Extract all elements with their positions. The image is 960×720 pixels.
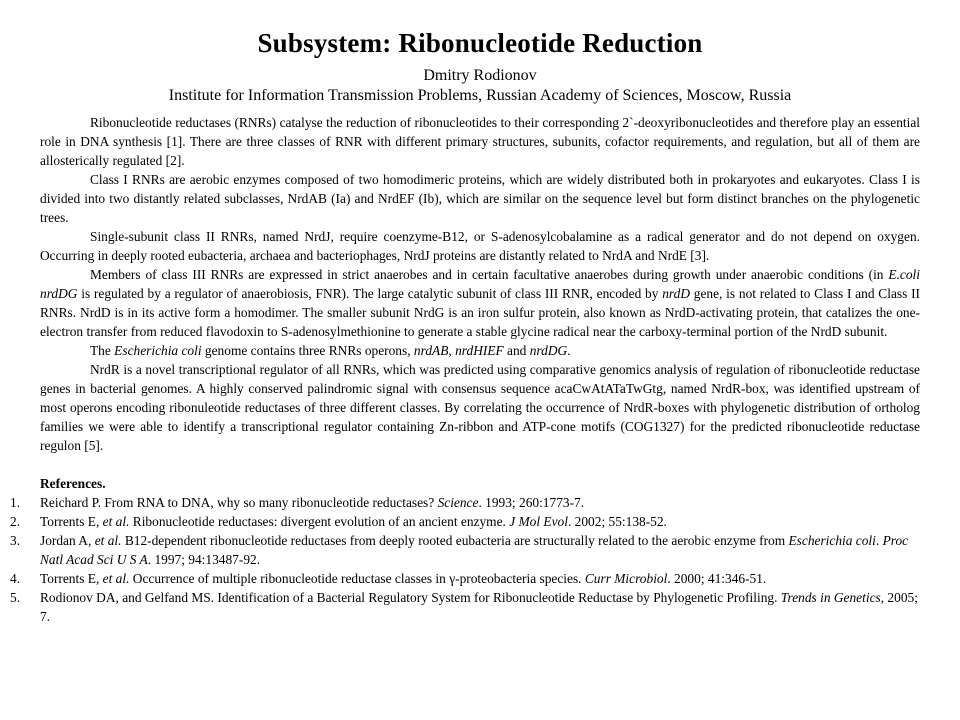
text-run: Ribonucleotide reductases: divergent evolution of an ancient enzyme. (129, 514, 510, 529)
italic-term: nrdAB (413, 343, 449, 358)
paragraph-nrdr: NrdR is a novel transcriptional regulator of all RNRs, which was predicted using comparative genomics analysis of regulation of ribonucleotide reductase genes in bacterial genomes. A highly conserved palindromic signal with consensus sequence acaCwAtATaTwGtg, named NrdR-box, was identified upstream of most operons encoding ribonuleotide reductases of three different classes. By correlating the occurrence of NrdR-boxes with phylogenetic distribution of ortholog families we were able to identify a transcriptional regulator containing Zn-ribbon and ATP-cone motifs (COG1327) for the predicted ribonucleotide reductase regulon [5]. (40, 362, 920, 453)
reference-number: 5. (10, 590, 21, 605)
reference-number: 4. (10, 571, 21, 586)
text-run: Reichard P. From RNA to DNA, why so many ribonucleotide reductases? (40, 495, 438, 510)
italic-term: et al. (94, 533, 122, 548)
reference-item (10, 531, 920, 569)
reference-number: 1. (10, 495, 21, 510)
reference-text (40, 588, 920, 626)
text-run: is regulated by a regulator of anaerobiosis, FNR). The large catalytic subunit of class III RNR, encoded by (77, 286, 663, 301)
text-run: . 2002; 55:138-52. (567, 514, 667, 529)
paragraph-intro: Ribonucleotide reductases (RNRs) catalyse the reduction of ribonucleotides to their corresponding 2`-deoxyribonucleotides and therefore play an essential role in DNA synthesis [1]. There are three classes of RNR with different primary structures, subunits, cofactor requirements, and regulation, but all of them are allosterically regulated [2]. (40, 115, 920, 168)
text-run: . 1993; 260:1773-7. (478, 495, 585, 510)
text-run: Members of class III RNRs are expressed in strict anaerobes and in certain facultative anaerobes during growth under anaerobic conditions (in (90, 267, 889, 282)
text-run: The (90, 343, 115, 358)
journal-name: Curr Microbiol (584, 571, 668, 586)
reference-item (10, 588, 920, 626)
text-run: Torrents E, (40, 514, 103, 529)
reference-text (40, 531, 920, 569)
text-run: gene, is not related to Class I and Class II RNRs. NrdD is in its active form a homodimer. The smaller subunit NrdG is an iron sulfur protein, also known as NrdD-activating protein, that catalizes the one-electron transfer from reduced flavodoxin to S-adenosylmethionine to generate a stable glycine radical near the carboxy-terminal portion of the NrdD subunit. (40, 286, 921, 339)
references-heading: References. (40, 476, 106, 491)
references-list (10, 493, 920, 626)
reference-item (10, 493, 920, 512)
reference-text (40, 512, 920, 531)
text-run: Rodionov DA, and Gelfand MS. Identification of a Bacterial Regulatory System for Ribonucleotide Reductase by Phylogenetic Profiling. (40, 590, 781, 605)
text-run: Jordan A, (40, 533, 95, 548)
text-run: Torrents E, (40, 571, 103, 586)
text-run: . 2000; 41:346-51. (667, 571, 767, 586)
paragraph-class-ii: Single-subunit class II RNRs, named NrdJ, require coenzyme-B12, or S-adenosylcobalamine as a radical generator and do not depend on oxygen. Occurring in deeply rooted eubacteria, archaea and bacteriophages, NrdJ proteins are distantly related to NrdA and NrdE [3]. (40, 229, 920, 263)
text-run: , 2005; 7. (40, 590, 918, 624)
text-run: . (875, 533, 883, 548)
reference-item (10, 569, 920, 588)
journal-name: Proc Natl Acad Sci U S A (40, 533, 909, 567)
author-name: Dmitry Rodionov (423, 67, 537, 84)
paragraph-class-iii (40, 265, 920, 341)
reference-number: 3. (10, 533, 21, 548)
text-run: genome contains three RNRs operons, (201, 343, 414, 358)
italic-term: et al. (102, 514, 130, 529)
author-affiliation: Institute for Information Transmission Problems, Russian Academy of Sciences, Moscow, Russia (168, 87, 792, 104)
reference-text (40, 569, 920, 588)
italic-term: E.coli nrdDG (40, 267, 920, 301)
page-title: Subsystem: Ribonucleotide Reduction (257, 28, 703, 58)
text-run: and (503, 343, 530, 358)
reference-number: 2. (10, 514, 21, 529)
reference-item (10, 512, 920, 531)
text-run: , (448, 343, 456, 358)
reference-text (40, 493, 920, 512)
text-run: B12-dependent ribonucleotide reductases from deeply rooted eubacteria are structurally related to the aerobic enzyme from (121, 533, 789, 548)
text-run: . (567, 343, 571, 358)
italic-term: nrdDG (529, 343, 568, 358)
italic-term: Escherichia coli (788, 533, 876, 548)
italic-term: Escherichia coli (114, 343, 202, 358)
italic-term: nrdHIEF (455, 343, 504, 358)
journal-name: Trends in Genetics (780, 590, 881, 605)
italic-term: nrdD (662, 286, 690, 301)
text-run: Occurrence of multiple ribonucleotide reductase classes in (129, 571, 450, 586)
italic-term: et al. (102, 571, 130, 586)
journal-name: J Mol Evol (509, 514, 568, 529)
gamma-symbol: γ (449, 571, 456, 586)
body-text (40, 113, 920, 455)
paragraph-class-i: Class I RNRs are aerobic enzymes composed of two homodimeric proteins, which are widely distributed both in prokaryotes and eukaryotes. Class I is divided into two distantly related subclasses, NrdAB (Ia) and NrdEF (Ib), which are similar on the sequence level but form distinct branches on the phylogenetic trees. (40, 172, 920, 225)
journal-name: Science (437, 495, 479, 510)
text-run: . 1997; 94:13487-92. (147, 552, 261, 567)
text-run: -proteobacteria species. (455, 571, 585, 586)
paragraph-operons (40, 341, 920, 360)
